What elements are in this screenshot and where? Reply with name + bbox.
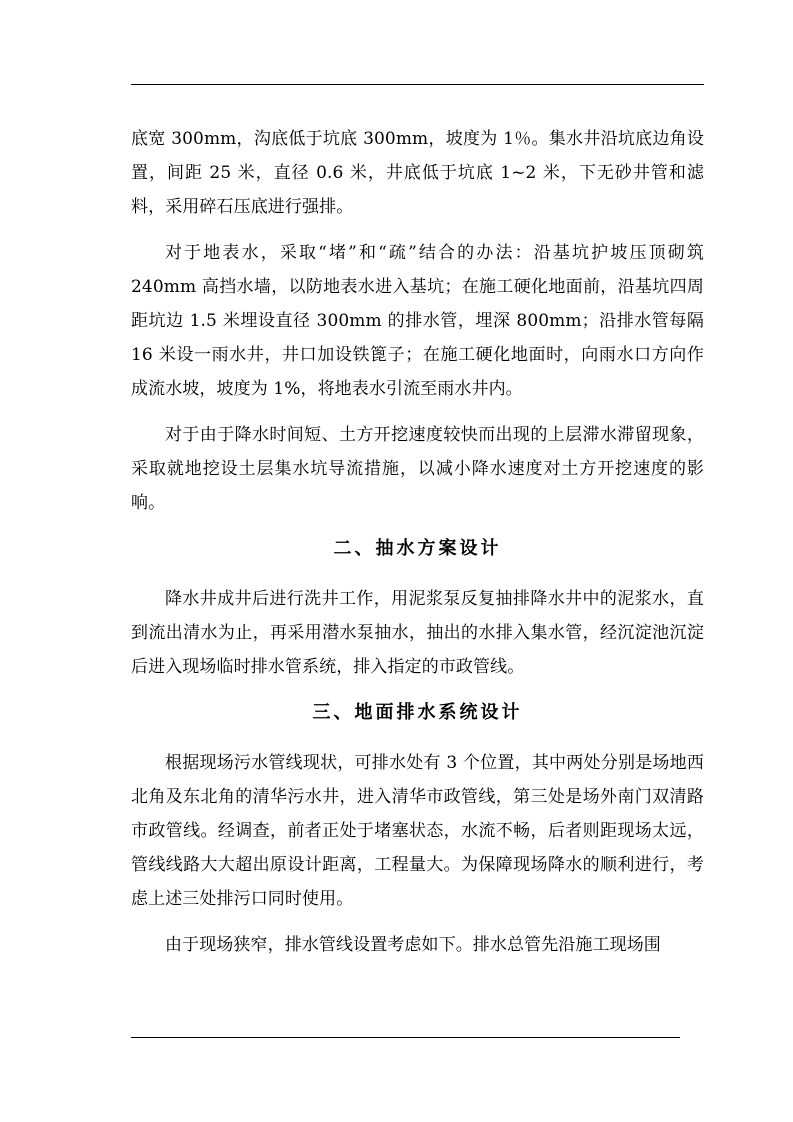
header-rule <box>131 84 704 85</box>
paragraph-pumping: 降水井成井后进行洗井工作，用泥浆泵反复抽排降水井中的泥浆水，直到流出清水为止，再采用潜水泵抽水，抽出的水排入集水管，经沉淀池沉淀后进入现场临时排水管系统，排入指定的市政管线。 <box>131 589 704 677</box>
paragraph-perched-water: 对于由于降水时间短、土方开挖速度较快而出现的上层滞水滞留现象，采取就地挖设土层集水坑导流措施，以减小降水速度对土方开挖速度的影响。 <box>131 425 704 513</box>
section-heading-drainage-system: 三、地面排水系统设计 <box>312 702 523 723</box>
footer-rule <box>131 1037 680 1038</box>
section-heading-pumping-plan: 二、抽水方案设计 <box>333 538 502 559</box>
paragraph-continued: 底宽 300mm，沟底低于坑底 300mm，坡度为 1％。集水井沿坑底边角设置，间距 25 米，直径 0.6 米，井底低于坑底 1~2 米，下无砂井管和滤料，采用碎石压底进行强排。 <box>131 129 704 217</box>
paragraph-drainage-layout: 由于现场狭窄，排水管线设置考虑如下。排水总管先沿施工现场围 <box>165 935 661 955</box>
paragraph-surface-water: 对于地表水，采取“堵”和“疏”结合的办法：沿基坑护坡压顶砌筑 240mm 高挡水墙，以防地表水进入基坑；在施工硬化地面前，沿基坑四周距坑边 1.5 米埋设直径 300mm 的排水管，埋深 800mm；沿排水管每隔 16 米设一雨水井，井口加设铁篦子；在施工硬化地面时，向雨水口方向作成流水坡，坡度为 1%，将地表水引流至雨水井内。 <box>131 243 704 399</box>
paragraph-drainage-locations: 根据现场污水管线现状，可排水处有 3 个位置，其中两处分别是场地西北角及东北角的清华污水井，进入清华市政管线，第三处是场外南门双清路市政管线。经调查，前者正处于堵塞状态，水流不畅，后者则距现场太远，管线线路大大超出原设计距离，工程量大。为保障现场降水的顺利进行，考虑上述三处排污口同时使用。 <box>131 753 704 909</box>
document-body <box>131 122 704 974</box>
